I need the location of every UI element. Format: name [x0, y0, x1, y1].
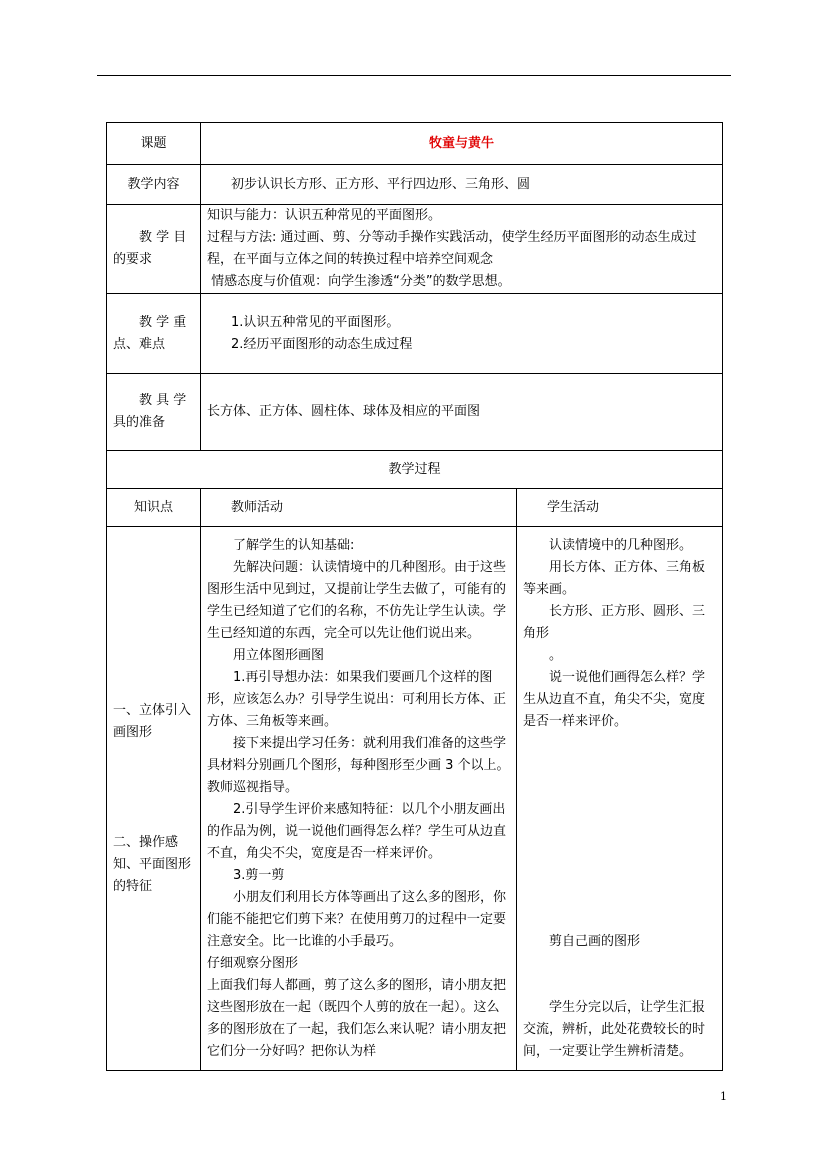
content-value: 初步认识长方形、正方形、平行四边形、三角形、圆: [201, 165, 723, 205]
goal-line-1: 知识与能力：认识五种常见的平面图形。: [207, 208, 442, 223]
student-p4: 。: [549, 647, 563, 663]
knowledge-2: 二、操作感知、平面图形的特征: [113, 834, 192, 894]
teacher-cell: [201, 527, 517, 1071]
goal-line-3: 情感态度与价值观：向学生渗透“分类”的数学思想。: [207, 274, 511, 289]
header-rule: [97, 75, 731, 76]
student-p6: 剪自己画的图形: [549, 933, 641, 949]
key-value: [201, 294, 723, 374]
row-process-body: [107, 527, 723, 1071]
row-columns: [107, 489, 723, 527]
teacher-p8: 小朋友们利用长方体等画出了这么多的图形，你们能不能把它们剪下来？在使用剪刀的过程中一定要注意安全。比一比谁的小手最巧。: [207, 889, 507, 949]
title-label: 课题: [107, 123, 201, 165]
teacher-p2: 先解决问题：认读情境中的几种图形。由于这些图形生活中见到过，又提前让学生去做了，可能有的学生已经知道了它们的名称，不仿先让学生认读。学生已经知道的东西，完全可以先让他们说出来。: [207, 559, 507, 641]
teacher-p1: 了解学生的认知基础:: [233, 537, 355, 553]
teacher-p5: 接下来提出学习任务：就利用我们准备的这些学具材料分别画几个图形，每种图形至少画 3 个以上。教师巡视指导。: [207, 735, 510, 795]
key-label: 教 学 重点、难点: [107, 294, 201, 374]
row-tools: [107, 374, 723, 451]
student-p3: 长方形、正方形、圆形、三角形: [523, 603, 706, 641]
student-cell: [517, 527, 723, 1071]
tools-value: 长方体、正方体、圆柱体、球体及相应的平面图: [201, 374, 723, 451]
col-knowledge: 知识点: [107, 489, 201, 527]
tools-label: 教 具 学具的准备: [107, 374, 201, 451]
page-number: 1: [720, 1090, 727, 1103]
row-key: [107, 294, 723, 374]
teacher-p4: 1.再引导想办法：如果我们要画几个这样的图形，应该怎么办？引导学生说出：可利用长方体、正方体、三角板等来画。: [207, 669, 507, 729]
teacher-p7: 3.剪一剪: [233, 867, 285, 883]
lesson-title: 牧童与黄牛: [201, 123, 723, 165]
goals-value: [201, 205, 723, 294]
teacher-p10: 上面我们每人都画，剪了这么多的图形，请小朋友把这些图形放在一起（既四个人剪的放在一起）。这么多的图形放在了一起，我们怎么来认呢？请小朋友把它们分一分好吗？把你认为样: [207, 977, 507, 1059]
row-content: [107, 165, 723, 205]
key-line-1: 1.认识五种常见的平面图形。: [231, 314, 400, 330]
student-p5: 说一说他们画得怎么样？学生从边直不直，角尖不尖，宽度是否一样来评价。: [523, 669, 706, 729]
process-header: 教学过程: [107, 451, 723, 489]
knowledge-1: 一、立体引入画图形: [113, 702, 192, 740]
student-p7: 学生分完以后，让学生汇报交流，辨析，此处花费较长的时间，一定要让学生辨析清楚。: [523, 999, 706, 1059]
row-process-header: [107, 451, 723, 489]
teacher-p3: 用立体图形画图: [233, 647, 325, 663]
col-student: 学生活动: [517, 489, 723, 527]
knowledge-cell: [107, 527, 201, 1071]
goals-label: 教 学 目的要求: [107, 205, 201, 294]
row-title: [107, 123, 723, 165]
student-p2: 用长方体、正方体、三角板等来画。: [523, 559, 706, 597]
content-label: 教学内容: [107, 165, 201, 205]
key-line-2: 2.经历平面图形的动态生成过程: [231, 336, 413, 352]
teacher-p9: 仔细观察分图形: [207, 955, 299, 971]
col-teacher: 教师活动: [201, 489, 517, 527]
student-p1: 认读情境中的几种图形。: [549, 537, 693, 553]
goal-line-2: 过程与方法: 通过画、剪、分等动手操作实践活动，使学生经历平面图形的动态生成过程，在平面与立体之间的转换过程中培养空间观念: [207, 230, 697, 267]
lesson-plan-table: [106, 122, 723, 1071]
row-goals: [107, 205, 723, 294]
teacher-p6: 2.引导学生评价来感知特征：以几个小朋友画出的作品为例，说一说他们画得怎么样？学生可从边直不直，角尖不尖，宽度是否一样来评价。: [207, 801, 507, 861]
